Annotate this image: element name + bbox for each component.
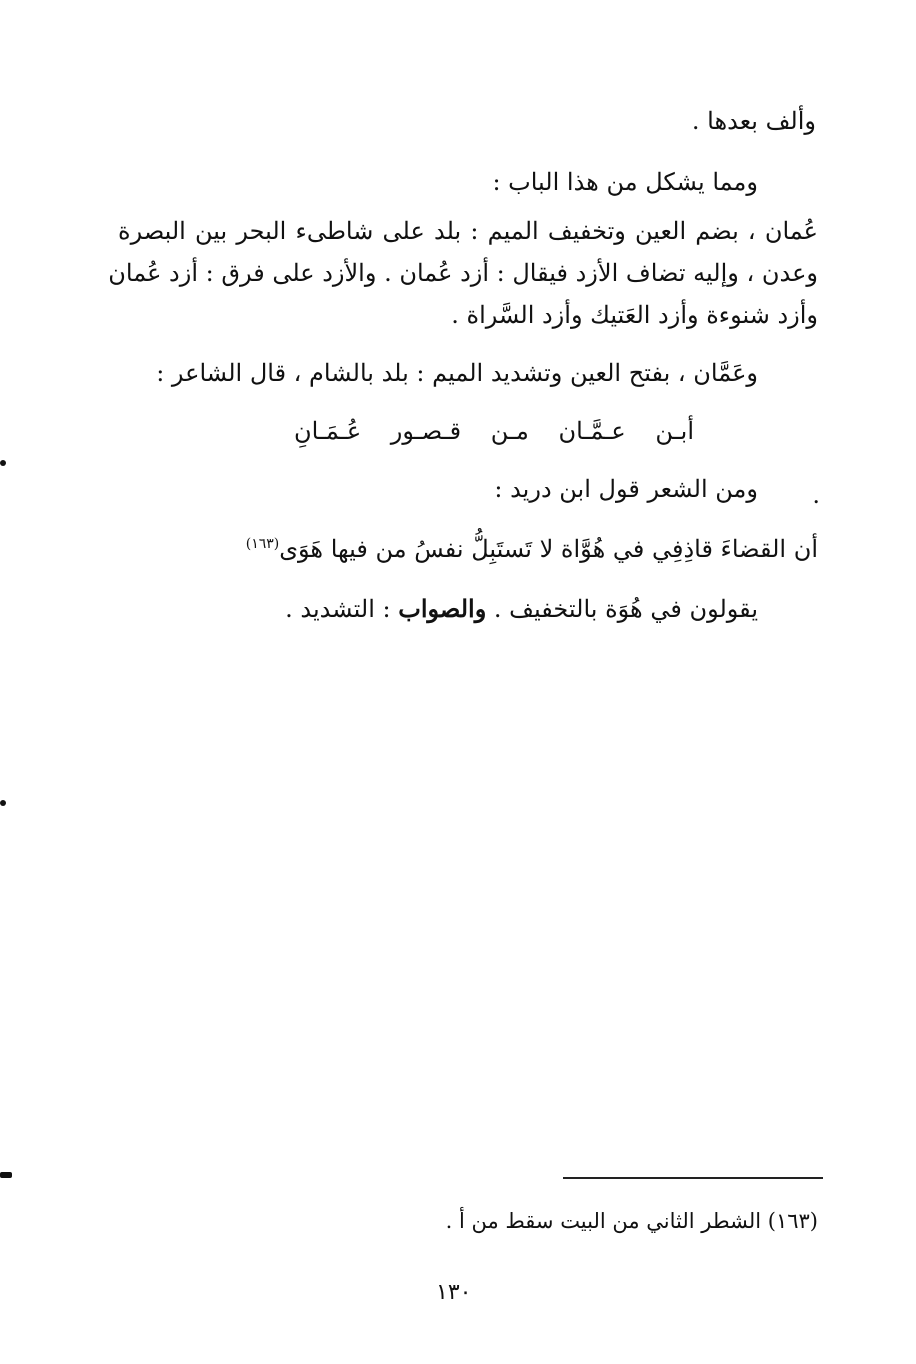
scan-mark <box>0 1172 12 1178</box>
text-line-4: وعدن ، وإليه تضاف الأزد فيقال : أزد عُمان . والأزد على فرق : أزد عُمان <box>108 259 818 287</box>
footnote-separator <box>563 1177 823 1179</box>
scan-mark <box>0 460 6 466</box>
text-line-8-dot: . <box>812 481 820 509</box>
text-line-3: عُمان ، بضم العين وتخفيف الميم : بلد على شاطىء البحر بين البصرة <box>118 217 818 245</box>
footnote: (١٦٣) الشطر الثاني من البيت سقط من أ . <box>445 1209 818 1233</box>
footnote-reference: (١٦٣) <box>245 536 280 552</box>
poem-line-text: أن القضاءَ قاذِفِي في هُوَّاة لا تَستَبِلُّ نفسُ من فيها هَوَى <box>279 535 818 563</box>
text-line-5: وأزد شنوءة وأزد العَتيك وأزد السَّراة . <box>451 301 818 329</box>
scan-mark <box>0 800 6 806</box>
text-line-1: وألف بعدها . <box>691 107 816 135</box>
text-line-10: يقولون في هُوَة بالتخفيف . والصواب : التشديد . <box>285 594 758 623</box>
text-line-8: ومن الشعر قول ابن دريد : <box>494 475 758 503</box>
poem-verse: أبـن عـمَّـان مـن قـصـور عُـمَـانِ <box>293 417 694 445</box>
text-line-6: وعَمَّان ، بفتح العين وتشديد الميم : بلد بالشام ، قال الشاعر : <box>156 359 758 387</box>
poem-line <box>246 527 818 566</box>
page-number: ١٣٠ <box>436 1280 472 1305</box>
text-line-2: ومما يشكل من هذا الباب : <box>492 168 758 196</box>
bold-word: والصواب <box>398 594 487 623</box>
